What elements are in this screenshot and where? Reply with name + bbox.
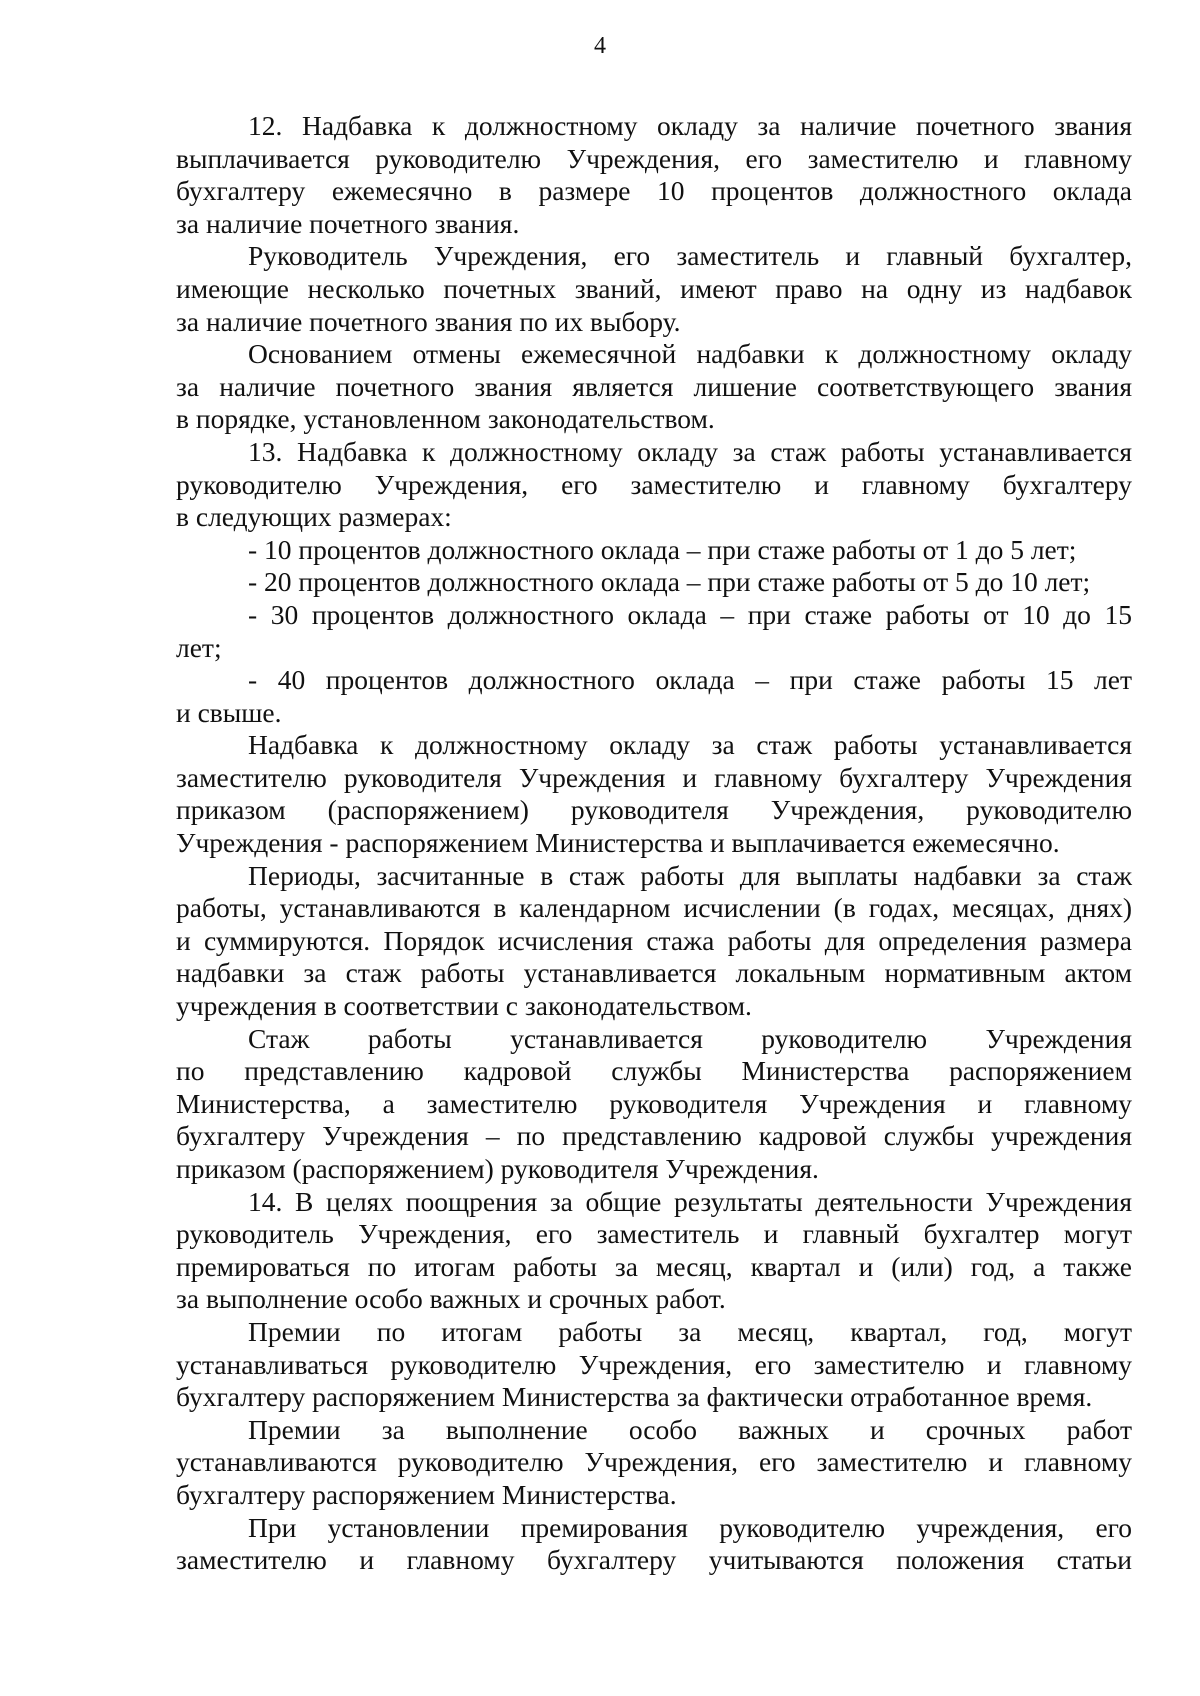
text-line: - 40 процентов должностного оклада – при стаже работы 15 лет	[248, 664, 1132, 696]
text-line: выплачивается руководителю Учреждения, его заместителю и главному	[176, 142, 1132, 174]
text-line: бухгалтеру ежемесячно в размере 10 процентов должностного оклада	[176, 175, 1132, 207]
text-line: по представлению кадровой службы Министерства распоряжением	[176, 1055, 1132, 1087]
text-line: 12. Надбавка к должностному окладу за наличие почетного звания	[248, 110, 1132, 141]
text-line: устанавливаются руководителю Учреждения, его заместителю и главному	[176, 1446, 1132, 1478]
text-line: При установлении премирования руководителю учреждения, его	[248, 1511, 1132, 1543]
text-line: Министерства, а заместителю руководителя Учреждения и главному	[176, 1087, 1132, 1119]
text-line: устанавливаться руководителю Учреждения, его заместителю и главному	[176, 1348, 1132, 1380]
text-line: заместителю руководителя Учреждения и главному бухгалтеру Учреждения	[176, 761, 1132, 793]
text-line: Надбавка к должностному окладу за стаж работы устанавливается	[248, 729, 1132, 761]
text-line: приказом (распоряжением) руководителя Учреждения.	[176, 1153, 819, 1184]
text-line: надбавки за стаж работы устанавливается локальным нормативным актом	[176, 957, 1132, 989]
text-line: премироваться по итогам работы за месяц, квартал и (или) год, а также	[176, 1250, 1132, 1282]
text-line: за выполнение особо важных и срочных работ.	[176, 1283, 726, 1315]
text-line: бухгалтеру распоряжением Министерства.	[176, 1478, 677, 1510]
text-line: руководитель Учреждения, его заместитель и главный бухгалтер могут	[176, 1218, 1132, 1250]
text-line: Стаж работы устанавливается руководителю Учреждения	[248, 1022, 1132, 1054]
text-line: лет;	[176, 631, 222, 663]
text-line: за наличие почетного звания по их выбору.	[176, 305, 681, 337]
text-line: Учреждения - распоряжением Министерства и выплачивается ежемесячно.	[176, 827, 1060, 859]
text-line: руководителю Учреждения, его заместителю и главному бухгалтеру	[176, 468, 1132, 500]
page-number: 4	[594, 33, 606, 59]
text-line: 14. В целях поощрения за общие результаты деятельности Учреждения	[248, 1185, 1132, 1217]
text-line: в следующих размерах:	[176, 501, 452, 533]
text-line: работы, устанавливаются в календарном исчислении (в годах, месяцах, днях)	[176, 892, 1132, 924]
text-line: Премии за выполнение особо важных и срочных работ	[248, 1413, 1132, 1445]
text-line: Периоды, засчитанные в стаж работы для выплаты надбавки за стаж	[248, 859, 1132, 891]
text-line: бухгалтеру Учреждения – по представлению кадровой службы учреждения	[176, 1120, 1132, 1152]
text-line: за наличие почетного звания является лишение соответствующего звания	[176, 370, 1132, 402]
text-line: - 10 процентов должностного оклада – при стаже работы от 1 до 5 лет;	[248, 533, 1077, 565]
text-line: - 20 процентов должностного оклада – при стаже работы от 5 до 10 лет;	[248, 566, 1091, 598]
document-body	[176, 110, 1132, 1577]
text-line: Премии по итогам работы за месяц, квартал, год, могут	[248, 1315, 1132, 1347]
text-line: за наличие почетного звания.	[176, 207, 520, 239]
text-line: и суммируются. Порядок исчисления стажа работы для определения размера	[176, 924, 1132, 956]
text-line: заместителю и главному бухгалтеру учитываются положения статьи	[176, 1544, 1132, 1576]
text-line: - 30 процентов должностного оклада – при стаже работы от 10 до 15	[248, 598, 1132, 630]
text-line: Основанием отмены ежемесячной надбавки к должностному окладу	[248, 338, 1132, 370]
text-line: приказом (распоряжением) руководителя Учреждения, руководителю	[176, 794, 1132, 826]
text-line: бухгалтеру распоряжением Министерства за фактически отработанное время.	[176, 1381, 1093, 1413]
text-line: 13. Надбавка к должностному окладу за стаж работы устанавливается	[248, 435, 1132, 467]
text-line: в порядке, установленном законодательством.	[176, 403, 715, 435]
text-line: Руководитель Учреждения, его заместитель и главный бухгалтер,	[248, 240, 1132, 272]
text-line: и свыше.	[176, 696, 282, 728]
text-line: имеющие несколько почетных званий, имеют право на одну из надбавок	[176, 272, 1132, 304]
text-line: учреждения в соответствии с законодательством.	[176, 990, 752, 1022]
